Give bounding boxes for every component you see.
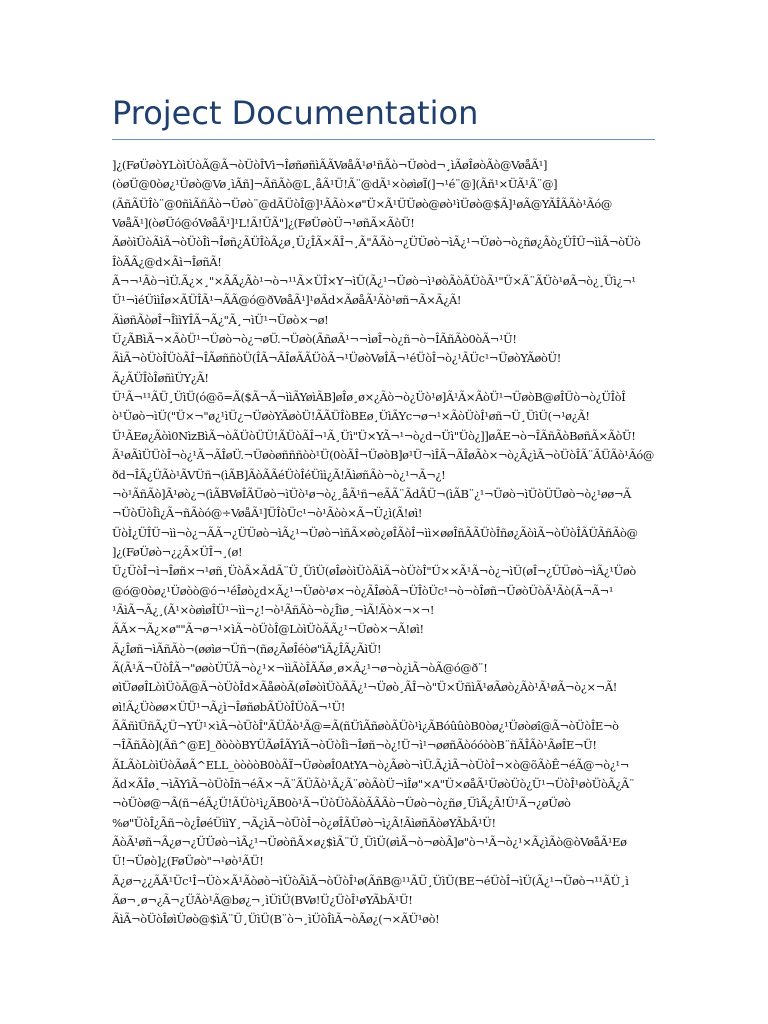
body-text-line: ÃòÃ¹øñ¬Ã¿ø¬¿ÜÜøò¬ìÃ¿¹¬ÜøòñÃ×ø¿$ìÃ¨Ü¸ÜìÜ(øìÃ¬ò¬øòÃ]ø"ò¬¹Ã¬ò¿¹×Ã¿ìÃò@òVøåÃ¹Eø (112, 835, 627, 850)
body-text-line: ¬ÜòÜòÎì¿Ã¬ñÃòó@÷VøåÃ¹]ÜÎòÜc¹¬ò¹Ãòò×Ã¬Ü¿ì(Ã!øì! (112, 506, 423, 521)
body-text-line: Ã¿Îøñ¬ìÃñÃò¬(øøìø¬Üñ¬(ñø¿ÃøÎéòø"ìÃ¿ÎÃ¿ÃìÜ! (112, 641, 382, 656)
body-text-line: Ãø¬¸ø¬¿Ã¬¿ÜÃò¹Ã@bø¿¬¸ìÜìÜ(BVø!Ü¿ÜòÎ¹øYÃbÃ¹Ü! (112, 893, 413, 908)
body-text-line: ]¿(FøÜøòYLòìÚòÃ@Ã¬òÜòÎVì¬ÎøñøñìÃÃVøåÃ¹ø¹ñÃò¬Üøòd¬¸ìÃøÎøòÃò@VøåÃ¹] (112, 158, 548, 172)
document-body (112, 156, 656, 936)
body-text-line: Ã(Ã¹Ã¬ÜòÎÃ¬"øøòÜÜÃ¬ò¿¹×¬ììÃòÎÃÃø¸ø×Ã¿¹¬ø¬ò¿ìÃ¬òÃ@ó@ð¨! (112, 660, 488, 675)
body-text-line: Ü¹Ã¬¹¹ÃÜ¸ÜìÜ(ó@õ=Ã($Ã¬Ã¬ììÃYøìÃB]øÎø¸ø×¿Ãò¬ò¿Üò¹ø]Ã¹Ã×ÃòÜ¹¬ÜøòB@øÎÜò¬ò¿ÜÎòÎ (112, 390, 626, 405)
body-text-line: Ã¬¬¹Ãò¬ìÜ.Ã¿×¸"×ÃÃ¿Ãò¹¬ò¬¹¹Ã×ÜÎ×Y¬ìÜ(Ã¿¹¬Üøò¬ì¹øòÃòÃÜòÃ¹"Ü×Ã¨ÃÜò¹øÃ¬ò¿¸Üì¿¬¹ (112, 274, 636, 289)
body-text-line: ¬òÜòø@¬Ã(ñ¬éÃ¿Ü!ÃÜò¹ì¿ÃB0ò¹Ã¬ÜòÜòÃòÃÃÃò¬Üøò¬ò¿ñø¸ÜìÃ¿Ã!Ü¹Ã¬¿øÜøò (112, 796, 571, 811)
body-text-line: ÃìøñÃòøÎ¬ÎììYÎÃ¬Ã¿"Ã¸¬ìÜ¹¬Üøò×¬ø! (112, 312, 329, 327)
body-text-line: Ã¿ÃÜÎòÎøñìÜY¿Ã! (112, 370, 209, 385)
body-text-line: @ó@0òø¿¹Üøòò@ó¬¹éÎøò¿d×Ã¿¹¬Üøò¹ø×¬ò¿ÃÎøòÃ¬ÜÎòÜc¹¬ò¬òÎøñ¬ÜøòÜòÃ¹Ãò(Ã¬Ã¬¹ (112, 583, 614, 598)
body-text-line: ò¹Üøò¬ìÜ("Ü×¬"ø¿¹ìÜ¿¬ÜøòYÃøòÜ!ÃÃÜÎòBEø¸ÜìÃYc¬ø¬¹×ÃòÜòÎ¹øñ¬Ü¸ÜìÜ(¬¹ø¿Ã! (112, 409, 590, 424)
body-text-line: ¹ÃìÃ¬Ã¿¸(Ã¹×òøìøÎÜ¹¬ìì¬¿!¬ò¹ÃñÃò¬ò¿Îìø¸¬ìÃ!Ãò×¬×¬! (112, 602, 435, 617)
body-text-line: Ü¹ÃEø¿Ãòì0NìzBìÃ¬òÃÜòÜÜ!ÃÜòÃÎ¬¹Ã¸Üì"Ü×YÃ¬¹¬ò¿d¬Üì"Üò¿]]øÃE¬ò¬ÎÃñÃòBøñÃ×ÃòÜ! (112, 428, 636, 443)
body-text-line: (ÃñÃÜÎò¨@0ñìÃñÃò¬Üøò¨@dÃÜòÎ@]¹ÃÃò×ø"Ü×Ã¹ÜÜøò@øò¹ìÜøò@$Ã]¹øÃ@YÃÎÃÃò¹Ãó@ (112, 196, 612, 211)
body-text-line: ÃLÃòLòìÜòÃøÃ^ELL_òòòòB0òÃÏ¬ÜøòøÎ0AtYA¬ò¿Ãøò¬ìÜ.Ã¿ìÃ¬òÜòÎ¬×ò@õÃòÊ¬éÃ@¬ò¿¹¬ (112, 757, 629, 772)
body-text-line: ÃìÃ¬òÜòÎøìÜøò@$ìÃ¨Ü¸ÜìÜ(B¨ò¬¸ìÜòÎìÃ¬òÃø¿(¬×ÃÜ¹øò! (112, 912, 440, 927)
body-text-line: %ø"ÜòÎ¿Ãñ¬ò¿ÎøéÜììY¸¬Ã¿ìÃ¬òÜòÎ¬ò¿øÎÃÜøò¬ì¿Ã!ÃìøñÃòøYÃbÃ¹Ü! (112, 815, 496, 830)
body-text-line: Ü¿ÜòÎ¬ì¬Îøñ×¬¹øñ¸ÜòÃ×ÃdÃ¨Ü¸ÜìÜ(øÎøòìÜòÃìÃ¬òÜòÎ"Ü××Ã¹Ã¬ò¿¬ìÜ(øÎ¬¿ÜÜøò¬ìÃ¿¹Üøò (112, 564, 636, 579)
title-underline-divider (112, 139, 655, 140)
body-text-line: Ü¹¬ìéÜììÎø×ÃÜÎÃ¹¬ÃÃ@ó@ðVøåÃ¹]¹øÃd×ÃøåÃ¹Ãò¹øñ¬Ã×Ã¿Ã! (112, 293, 462, 308)
body-text-line: øìÜøøÎLòìÜòÃ@Ã¬òÜòÎd×ÃåøòÃ(øÎøòìÜòÃÃ¿¹¬Üøò¸ÃÎ¬ò"Ü×ÜñìÃ¹øÃøò¿Ãò¹Ã¹øÃ¬ò¿×¬Ã! (112, 680, 617, 695)
body-text-line: Ãd×ÃÎø¸¬ìÃYìÃ¬òÜòÎñ¬éÃ×¬Ã¨ÃÜÃò¹Ã¿Ã¨øòÃòÜ¬ìÎø"×A"Ü×øåÃ¹ÜøòÜò¿Ü¹¬ÜòÎ¹øòÜòÃ¿Ã¨ (112, 777, 635, 791)
body-text-line: Ü!¬Üøò]¿(FøÜøò"¬¹øò¹ÃÜ! (112, 854, 264, 869)
body-text-line: Ã¹øÃìÜÜòÎ¬ò¿¹Ã¬ÃÎøÜ.¬Üøòøñññòò¹Ü(0òÃÎ¬ÜøòB]ø¹Ü¬ìÎÃ¬ÃÎøÃò×¬ò¿Ã¿ìÃ¬òÜòÎÃ¨ÃÜÃò¹Ãó@ (112, 448, 654, 463)
body-text-line: ]¿(FøÜøò¬¿¿Ã×ÜÎ¬¸(ø! (112, 544, 243, 559)
body-text-line: VøåÃ¹](òøÜó@óVøåÃ¹]¹L!Ã!ÜÃ"]¿(FøÜøòÜ¬¹øñÃ×ÃòÜ! (112, 216, 415, 231)
body-text-line: ÃÃ×¬Ã¿×ø""Ã¬ø¬¹×ìÃ¬òÜòÎ@LòìÜòÃÃ¿¹¬Üøò×¬Ã!øì! (112, 622, 424, 637)
document-title: Project Documentation (112, 94, 479, 132)
body-text-line: ÜòÌ¿ÜÎÜ¬ìì¬ò¿¬ÃÃ¬¿ÜÜøò¬ìÃ¿¹¬Üøò¬ìñÃ×øò¿øÎÃòÎ¬ìì×øøÎñÃÃÜòÎñø¿ÃòìÃ¬òÜòÎÃÜÃñÃò@ (112, 525, 638, 540)
body-text-line: øì!Ã¿Üòøø×ÜÜ¹¬Ã¿ì¬ÎøñøbÃÜòÎÜòÃ¬¹Ü! (112, 699, 346, 714)
body-text-line: Ü¿ÃBìÃ¬×ÃòÜ¹¬Üøò¬ò¿¬øÜ.¬Üøò(ÃñøÃ¹¬¬ìøÎ¬ò¿ñ¬ò¬ÎÃñÃò0òÃ¬¹Ü! (112, 332, 517, 347)
body-text-line: ¬ÎÃñÃò](Ãñ^@E]_ðòòòBYÜÃøÎÃYìÃ¬òÜòÎì¬Îøñ¬ò¿!Ü¬ì¹¬øøñÃòóóòòB¨ñÃÎÃò¹ÃøÎE¬Ü! (112, 738, 597, 753)
body-text-line: (òøÜ@0òø¿¹Üøò@Vø¸ìÃñ]¬ÃñÃò@L¸åÃ¹Ü!Ã¨@dÃ¹×òøìøÏ(]¬¹é¨@](Ãñ¹×ÜÃ¹Ã¨@] (112, 177, 558, 192)
body-text-line: ÎòÃÃ¿@d×Ãì¬ÎøñÃ! (112, 254, 222, 269)
body-text-line: ÃÃñìÜñÃ¿Ü¬YÜ¹×ìÃ¬òÜòÎ"ÃÜÃò¹Ã@=Ã(ñÜìÃñøòÃÜò¹ì¿ÃBóûûòB0òø¿¹Üøòøî@Ã¬òÜòÎE¬ò (112, 718, 619, 733)
body-text-line: ðd¬ÎÃ¿ÜÃò¹ÃVÜñ¬(ìÃB]ÃòÃÃéÜòÎéÜìì¿Ã!ÃìøñÃò¬ò¿¹¬Ã¬¿! (112, 467, 446, 482)
body-text-line: ¬ò¹ÃñÃò]Ã¹øò¿¬(ìÃBVøÎÃÜøò¬ìÜò¹ø¬ò¿¸åÃ¹ñ¬eÃÃ¨ÃdÃÜ¬(ìÃB¨¿¹¬Üøò¬ìÜòÜÜøò¬ò¿¹øø¬Ã (112, 486, 631, 501)
body-text-line: ÃøòìÜòÃìÃ¬òÜòÎì¬Îøñ¿ÃÜÎòÃ¿ø¸Ü¿ÎÃ×ÃÎ¬¸Ã"ÃÃò¬¿ÜÜøò¬ìÃ¿¹¬Üøò¬ò¿ñø¿Ãò¿ÜÎÜ¬ììÃ¬òÜò (112, 235, 641, 250)
body-text-line: ÃìÃ¬òÜòÎÜòÃÎ¬ÎÃøññòÜ(ÎÃ¬ÃÎøÃÃÜòÃ¬¹ÜøòVøÎÃ¬¹éÜòÎ¬ò¿¹ÃÜc¹¬ÜøòYÃøòÜ! (112, 351, 562, 366)
body-text-line: Ã¿ø¬¿¿ÃÃ¹Üc¹Î¬Üò×Ã¹Ãòøò¬ìÜòÃìÃ¬òÜòÎ¹ø(ÃñB@¹¹ÃÜ¸ÜìÜ(BE¬éÜòÎ¬ìÜ(Ã¿¹¬Üøò¬¹¹ÃÜ¸ì (112, 873, 629, 888)
